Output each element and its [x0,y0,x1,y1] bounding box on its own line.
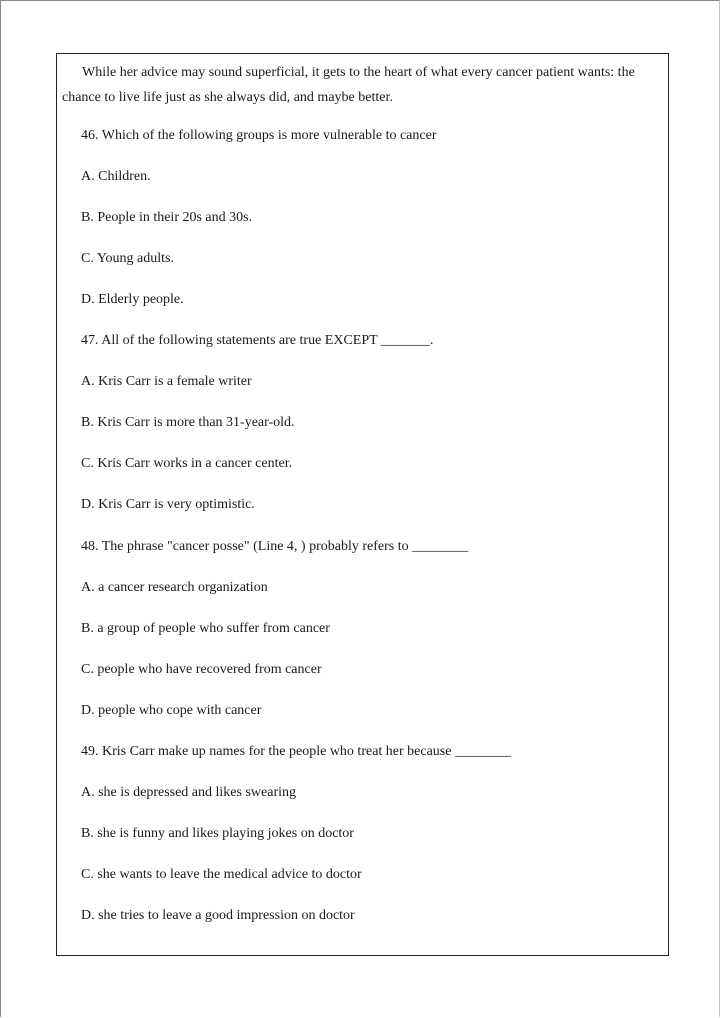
question-46-option-b: B. People in their 20s and 30s. [81,210,253,225]
question-frame [56,53,669,956]
question-46-option-a: A. Children. [81,169,151,184]
question-49-option-a: A. she is depressed and likes swearing [81,785,297,800]
question-47-option-a: A. Kris Carr is a female writer [81,374,252,389]
question-48-stem: 48. The phrase "cancer posse" (Line 4, ) probably refers to ________ [81,539,469,554]
question-48-option-c: C. people who have recovered from cancer [81,662,322,677]
question-48-option-a: A. a cancer research organization [81,580,268,595]
question-47-option-d: D. Kris Carr is very optimistic. [81,497,255,512]
question-46-option-d: D. Elderly people. [81,292,184,307]
question-46-stem: 46. Which of the following groups is more vulnerable to cancer [81,128,437,143]
passage-paragraph: While her advice may sound superficial, it gets to the heart of what every cancer patient wants: the chance to live life just as she always did, and maybe better. [62,65,635,105]
question-47-option-c: C. Kris Carr works in a cancer center. [81,456,293,471]
question-47-option-b: B. Kris Carr is more than 31-year-old. [81,415,295,430]
question-47-stem: 47. All of the following statements are true EXCEPT _______. [81,333,434,348]
question-49-option-b: B. she is funny and likes playing jokes on doctor [81,826,354,841]
question-48-option-b: B. a group of people who suffer from cancer [81,621,330,636]
question-48-option-d: D. people who cope with cancer [81,703,262,718]
question-49-stem: 49. Kris Carr make up names for the people who treat her because ________ [81,744,511,759]
question-46-option-c: C. Young adults. [81,251,174,266]
question-49-option-d: D. she tries to leave a good impression on doctor [81,908,355,923]
question-49-option-c: C. she wants to leave the medical advice to doctor [81,867,362,882]
